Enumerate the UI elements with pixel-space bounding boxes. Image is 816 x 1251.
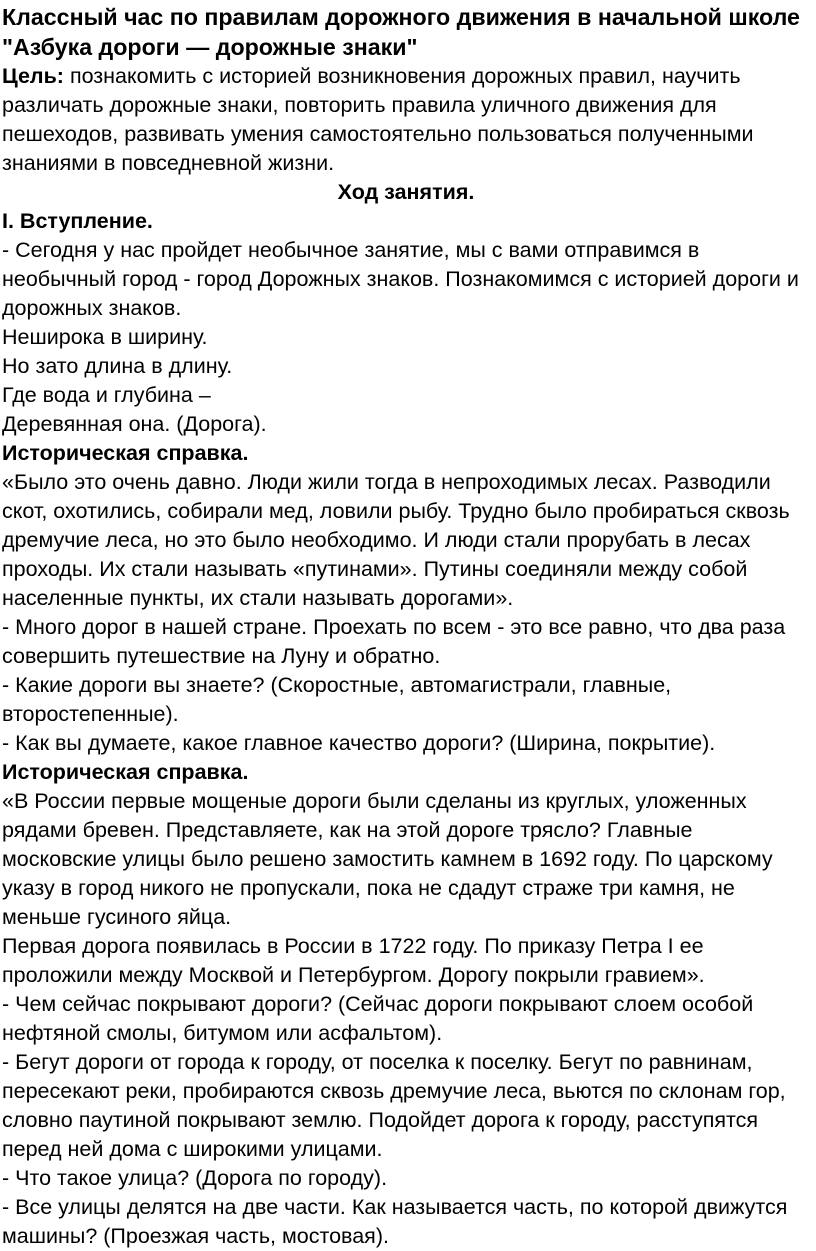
riddle-line: Деревянная она. (Дорога). xyxy=(2,412,267,436)
dialog-paragraph: - Все улицы делятся на две части. Как называется часть, по которой движутся машины? (Проезжая часть, мостовая). xyxy=(2,1195,788,1248)
course-heading: Ход занятия. xyxy=(337,180,475,204)
history-paragraph: «В России первые мощеные дороги были сделаны из круглых, уложенных рядами бревен. Представляете, как на этой дороге трясло? Главные московские улицы было решено замостить камнем в 1692 году. По царскому указу в город никого не пропускали, пока не сдадут страже три камня, не меньше гусиного яйца. xyxy=(2,789,773,929)
dialog-paragraph: - Много дорог в нашей стране. Проехать по всем - это все равно, что два раза совершить путешествие на Луну и обратно. xyxy=(2,615,786,668)
history-heading: Историческая справка. xyxy=(2,760,249,784)
history-heading: Историческая справка. xyxy=(2,441,249,465)
riddle-line: Но зато длина в длину. xyxy=(2,354,233,378)
intro-paragraph: - Сегодня у нас пройдет необычное занятие, мы с вами отправимся в необычный город - город Дорожных знаков. Познакомимся с историей дороги и дорожных знаков. xyxy=(2,238,799,320)
goal-label: Цель: xyxy=(2,64,64,88)
dialog-paragraph: - Чем сейчас покрывают дороги? (Сейчас дороги покрывают слоем особой нефтяной смолы, битумом или асфальтом). xyxy=(2,992,754,1045)
history-paragraph: Первая дорога появилась в России в 1722 году. По приказу Петра I ее проложили между Москвой и Петербургом. Дорогу покрыли гравием». xyxy=(2,934,705,987)
riddle-line: Неширока в ширину. xyxy=(2,325,208,349)
dialog-paragraph: - Как вы думаете, какое главное качество дороги? (Ширина, покрытие). xyxy=(2,731,716,755)
dialog-paragraph: - Бегут дороги от города к городу, от поселка к поселку. Бегут по равнинам, пересекают реки, пробираются сквозь дремучие леса, вьются по склонам гор, словно паутиной покрывают землю. Подойдет дорога к городу, расступятся перед ней дома с широкими улицами. xyxy=(2,1050,786,1161)
history-paragraph: «Было это очень давно. Люди жили тогда в непроходимых лесах. Разводили скот, охотились, собирали мед, ловили рыбу. Трудно было пробираться сквозь дремучие леса, но это было необходимо. И люди стали прорубать в лесах проходы. Их стали называть «путинами». Путины соединяли между собой населенные пункты, их стали называть дорогами». xyxy=(2,470,790,610)
riddle-line: Где вода и глубина – xyxy=(2,383,211,407)
section-heading-intro: I. Вступление. xyxy=(2,209,153,233)
goal-paragraph xyxy=(2,62,810,178)
document-title: Классный час по правилам дорожного движения в начальной школе "Азбука дороги — дорожные знаки" xyxy=(2,4,800,60)
goal-text: познакомить с историей возникновения дорожных правил, научить различать дорожные знаки, повторить правила уличного движения для пешеходов, развивать умения самостоятельно пользоваться полученными знаниями в повседневной жизни. xyxy=(2,64,754,175)
dialog-paragraph: - Какие дороги вы знаете? (Скоростные, автомагистрали, главные, второстепенные). xyxy=(2,673,672,726)
dialog-paragraph: - Что такое улица? (Дорога по городу). xyxy=(2,1166,388,1190)
